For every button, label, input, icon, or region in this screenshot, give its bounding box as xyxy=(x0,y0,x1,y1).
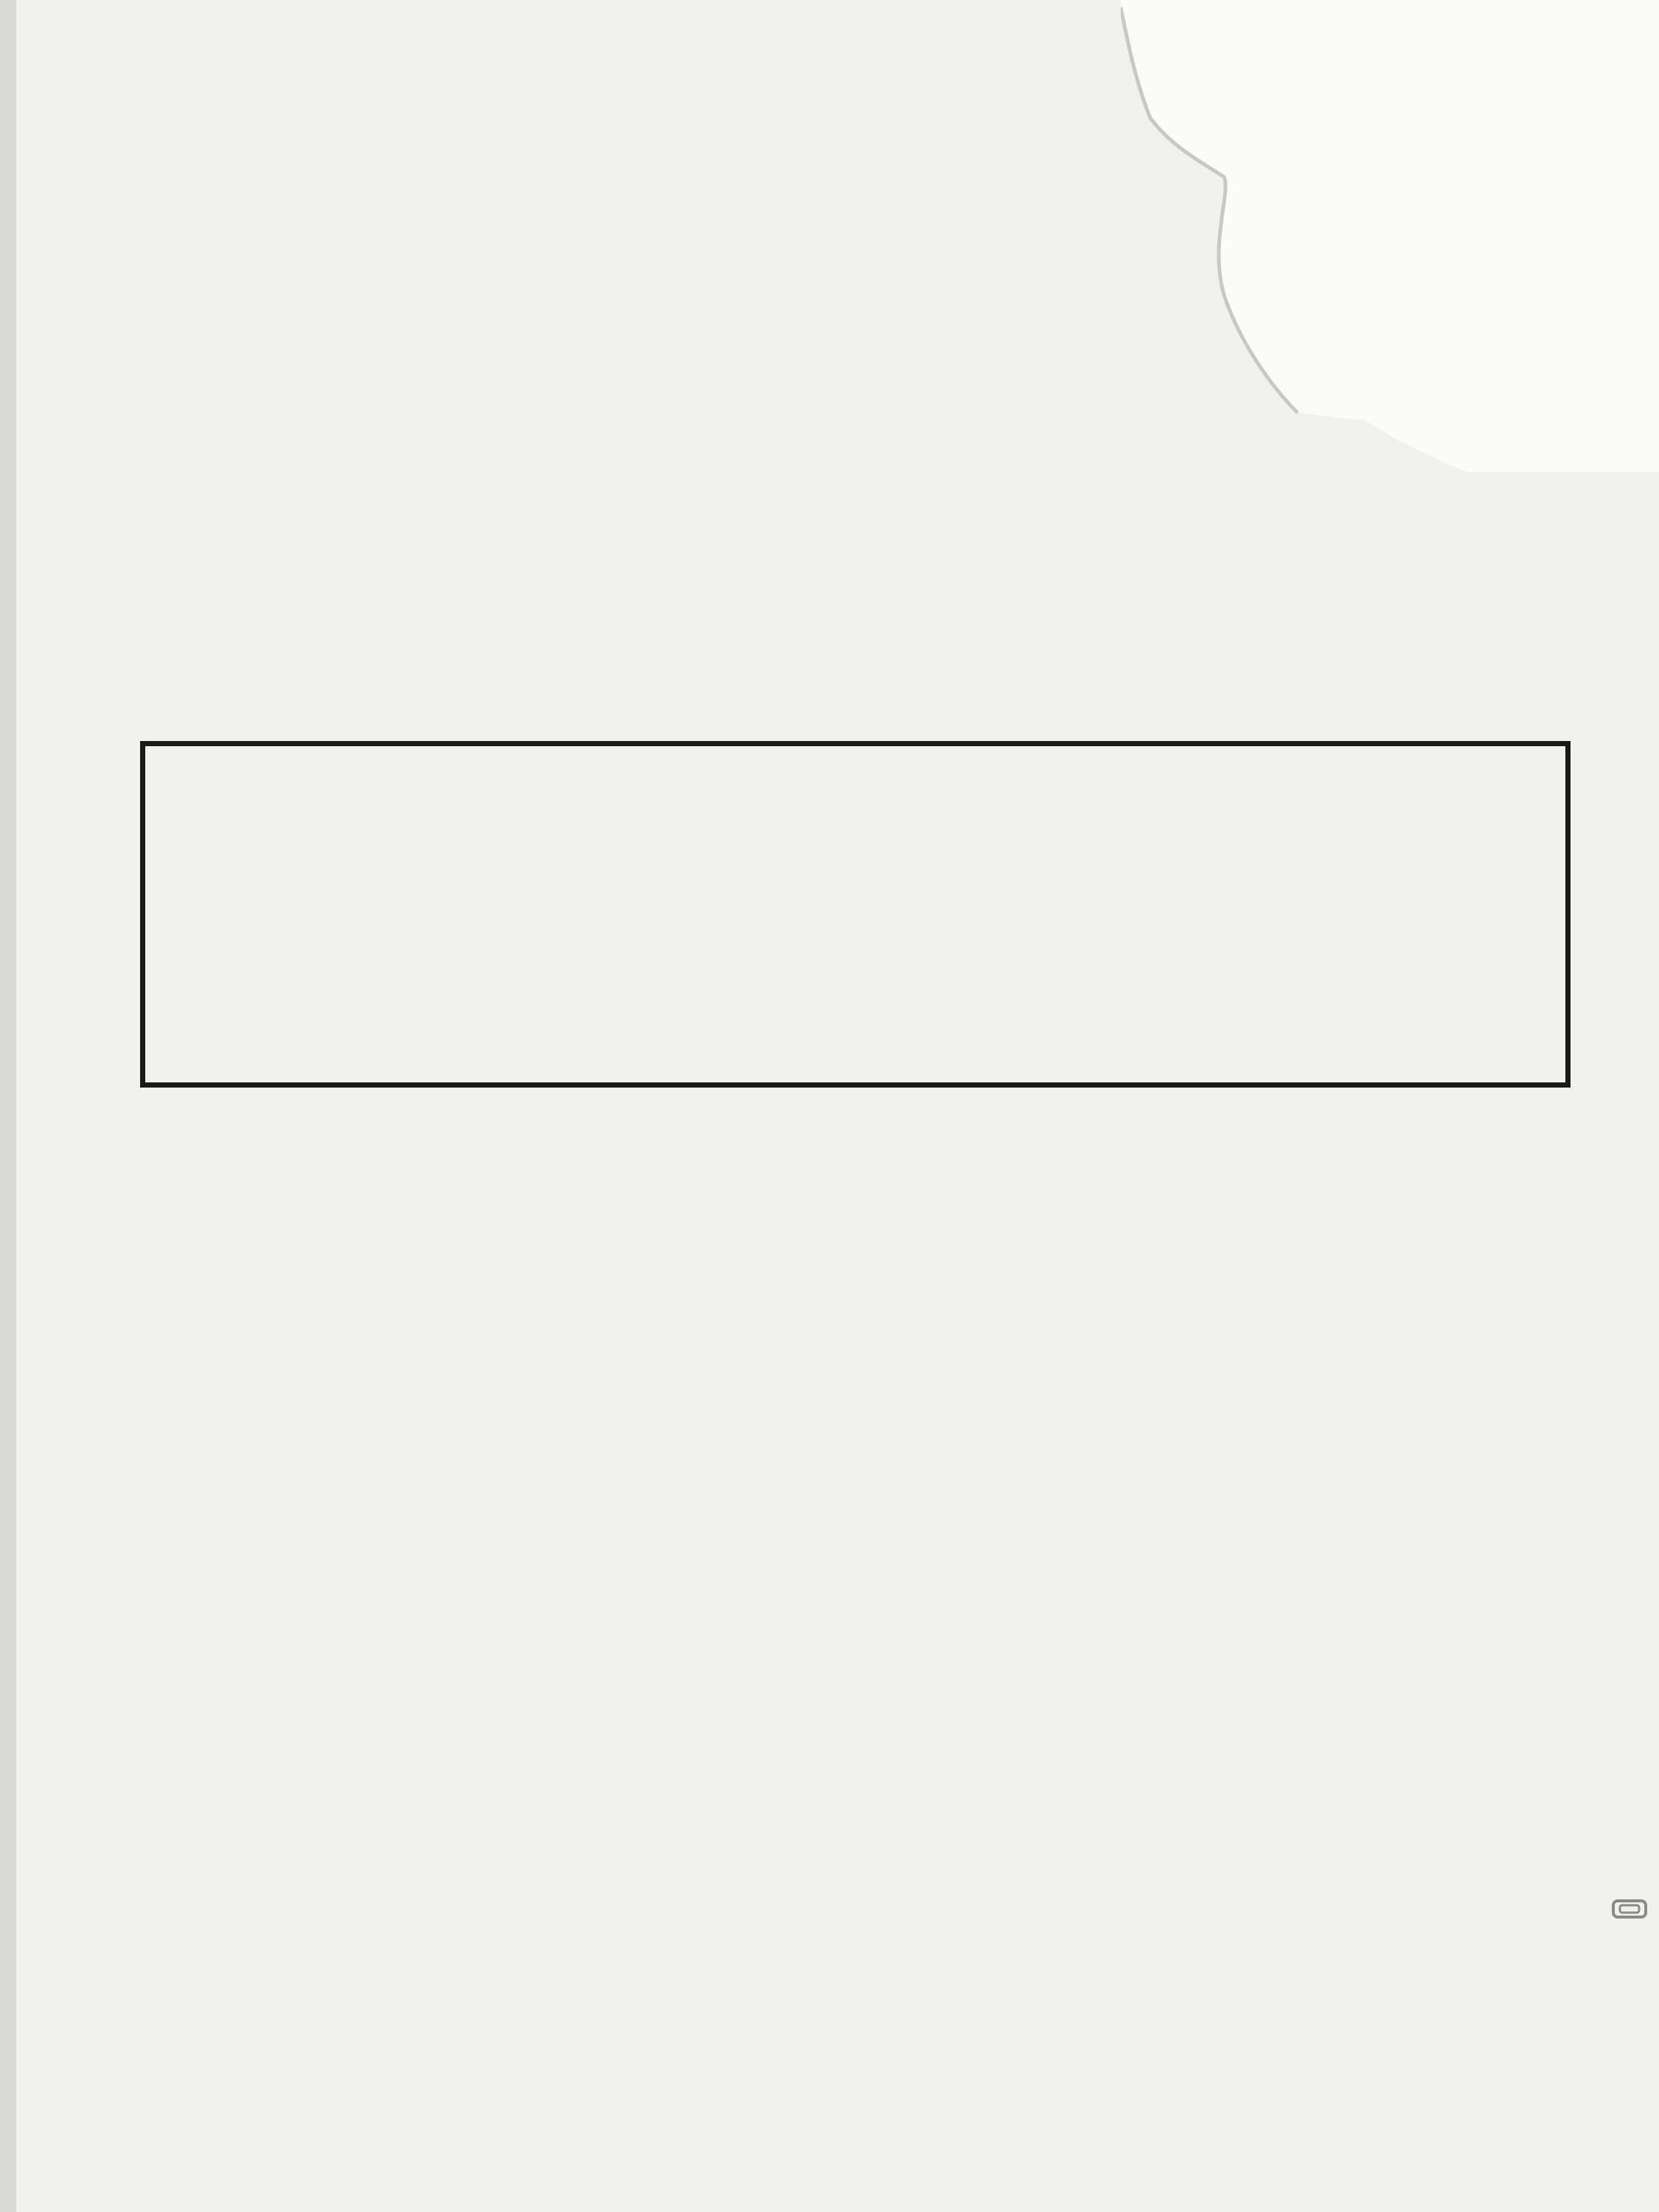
body-measurements-box xyxy=(140,741,1571,1088)
torn-corner xyxy=(1121,0,1659,472)
clip-icon xyxy=(1611,1895,1648,1924)
